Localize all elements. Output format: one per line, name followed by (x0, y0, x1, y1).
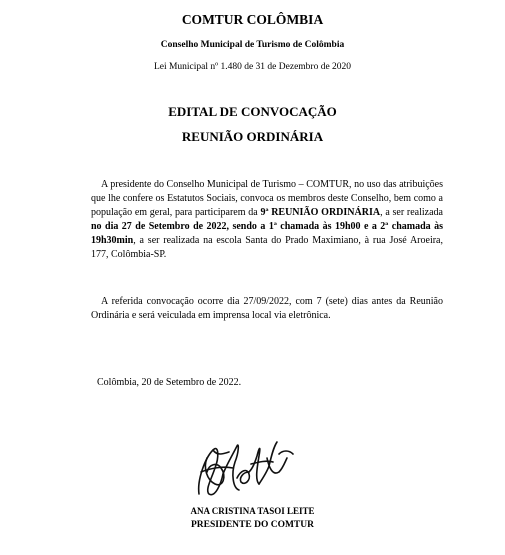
meeting-datetime: no dia 27 de Setembro de 2022, sendo a 1ª chamada às 19h00 e a 2ª chamada às 19h30min (91, 221, 443, 246)
paragraph2-text: A referida convocação ocorre dia 27/09/2022, com 7 (sete) dias antes da Reunião Ordinária e será veiculada em imprensa local via eletrônica. (91, 296, 443, 321)
paragraph1-text-3: , a ser realizada na escola Santa do Prado Maximiano, à rua José Aroeira, 177, Colômbia-SP. (91, 235, 443, 260)
law-reference: Lei Municipal nº 1.480 de 31 de Dezembro de 2020 (153, 62, 352, 72)
publication-paragraph (91, 295, 443, 323)
organization-title: COMTUR COLÔMBIA (181, 12, 324, 27)
notice-heading: EDITAL DE CONVOCAÇÃO (168, 104, 337, 119)
handwritten-signature (193, 428, 297, 504)
date-line: Colômbia, 20 de Setembro de 2022. (97, 377, 242, 388)
meeting-name: 9ª REUNIÃO ORDINÁRIA (260, 207, 381, 218)
signatory-role: PRESIDENTE DO COMTUR (191, 520, 314, 530)
convocation-paragraph (91, 178, 443, 262)
paragraph1-text-2: , a ser realizada (380, 207, 443, 218)
signatory-name: ANA CRISTINA TASOI LEITE (190, 506, 315, 516)
notice-subheading: REUNIÃO ORDINÁRIA (181, 129, 324, 144)
paragraph1-text-1: A presidente do Conselho Municipal de Turismo – COMTUR, no uso das atribuições que lhe confere os Estatutos Sociais, convoca os membros deste Conselho, bem como a população em geral, para participarem da (91, 179, 443, 218)
organization-subtitle: Conselho Municipal de Turismo de Colômbia (160, 40, 345, 50)
